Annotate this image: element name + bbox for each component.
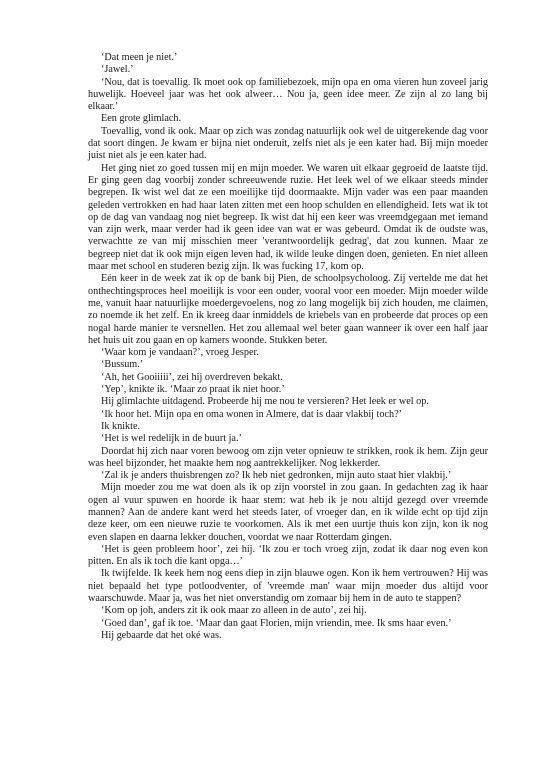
paragraph: Doordat hij zich naar voren bewoog om zijn veter opnieuw te strikken, rook ik hem. Zijn geur was heel bijzonder, het maakte hem nog aantrekkelijker. Nog lekkerder.	[88, 445, 488, 469]
paragraph: ‘Zal ik je anders thuisbrengen zo? Ik heb niet gedronken, mijn auto staat hier vlakbij.’	[101, 470, 452, 482]
paragraph: ‘Ik hoor het. Mijn opa en oma wonen in Almere, dat is daar vlakbij toch?’	[101, 408, 403, 420]
paragraph: ‘Goed dan’, gaf ik toe. ‘Maar dan gaat Florien, mijn vriendin, mee. Ik sms haar even.’	[101, 617, 452, 629]
paragraph: Toevallig, vond ik ook. Maar op zich was zondag natuurlijk ook wel de uitgerekende dag voor dat soort dingen. Je kwam er bijna niet onderuit, zelfs niet als je een kater had. Bij mijn moeder juist niet als je een kater had.	[88, 125, 488, 162]
paragraph: Hij glimlachte uitdagend. Probeerde hij me nou te versieren? Het leek er wel op.	[101, 396, 429, 408]
paragraph: ‘Bussum.’	[101, 359, 144, 371]
paragraph: ‘Het is wel redelijk in de buurt ja.’	[101, 433, 242, 445]
paragraph: ‘Waar kom je vandaan?’, vroeg Jesper.	[101, 347, 259, 359]
paragraph: Ik twijfelde. Ik keek hem nog eens diep in zijn blauwe ogen. Kon ik hem vertrouwen? Hij was niet bepaald het type potloodventer, of 'vreemde man' waar mijn moeder dus altijd voor waarschuwde. Maar ja, was het niet onverstandig om zomaar bij hem in de auto te stappen?	[88, 568, 488, 605]
paragraph: Een grote glimlach.	[101, 113, 182, 125]
paragraph: ‘Ah, het Gooiiiii’, zei hij overdreven bekakt.	[101, 371, 283, 383]
paragraph: ‘Nou, dat is toevallig. Ik moet ook op familiebezoek, mijn opa en oma vieren hun zoveel jarig huwelijk. Hoeveel jaar was het ook alweer… Nou ja, geen idee meer. Ze zijn al zo lang bij elkaar.’	[88, 76, 488, 113]
paragraph: Het ging niet zo goed tussen mij en mijn moeder. We waren uit elkaar gegroeid de laatste tijd. Er ging geen dag voorbij zonder schreeuwende ruzie. Het leek wel of we elkaar steeds minder begrepen. Ik wist wel dat ze een moeilijke tijd doormaakte. Mijn vader was een paar maanden geleden vertrokken en had haar laten zitten met een hoop schulden en ellendigheid. Iets wat ik tot op de dag van vandaag nog niet begreep. Ik wist dat hij een keer was vreemdgegaan met iemand van zijn werk, maar verder had ik geen idee van wat er was gebeurd. Omdat ik de oudste was, verwachtte ze van mij misschien meer 'verantwoordelijk gedrag', dat zou kunnen. Maar ze begreep niet dat ik ook mijn eigen leven had, ik wilde leuke dingen doen, genieten. En niet alleen maar met school en studeren bezig zijn. Ik was fucking 17, kom op.	[88, 162, 488, 273]
paragraph: Hij gebaarde dat het oké was.	[101, 629, 222, 641]
body-text	[88, 52, 488, 642]
paragraph: ‘Jawel.’	[101, 64, 134, 76]
paragraph: ‘Kom op joh, anders zit ik ook maar zo alleen in de auto’, zei hij.	[101, 605, 367, 617]
paragraph: Mijn moeder zou me wat doen als ik op zijn voorstel in zou gaan. In gedachten zag ik haar ogen al vuur spuwen en hoorde ik haar stem: wat heb ik je nou altijd gezegd over vreemde mannen? Aan de andere kant werd het steeds later, of vroeger dan, en ik wilde echt op tijd zijn deze keer, om een nieuwe ruzie te voorkomen. Als ik met een uurtje thuis kon zijn, kon ik nog even slapen en daarna lekker douchen, voordat we naar Rotterdam gingen.	[88, 482, 488, 543]
paragraph: ‘Yep’, knikte ik. ‘Maar zo praat ik niet hoor.’	[101, 384, 285, 396]
paragraph: Eén keer in de week zat ik op de bank bij Pien, de schoolpsycholoog. Zij vertelde me dat het onthechtingsproces heel moeilijk is voor een ouder, vooral voor een moeder. Mijn moeder wilde me, vanuit haar natuurlijke moedergevoelens, nog zo lang mogelijk bij zich houden, me claimen, zo noemde ik het zelf. En ik kreeg daar inmiddels de kriebels van en probeerde dat proces op een nogal harde manier te versnellen. Het zou allemaal wel beter gaan wanneer ik over een half jaar het huis uit zou gaan en op kamers woonde. Stukken beter.	[88, 273, 488, 346]
paragraph: Ik knikte.	[101, 420, 141, 432]
paragraph: ‘Dat meen je niet.’	[101, 52, 178, 63]
paragraph: ‘Het is geen probleem hoor’, zei hij. ‘Ik zou er toch vroeg zijn, zodat ik daar nog even kon pitten. En als ik toch die kant opga…’	[88, 543, 488, 568]
